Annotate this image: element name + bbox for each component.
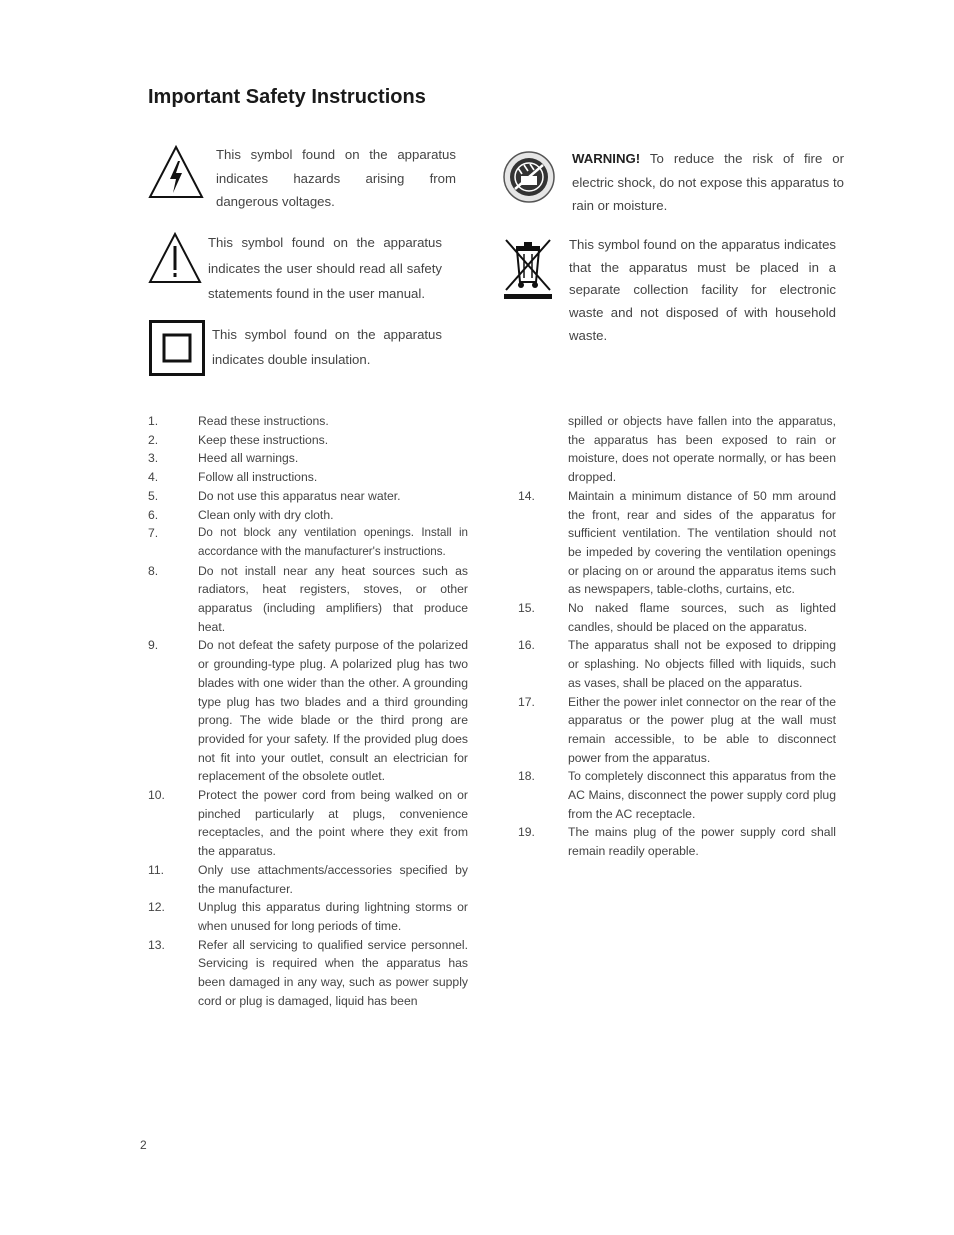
list-item: 11. Only use attachments/accessories specified by the manufacturer. — [148, 862, 468, 896]
list-item: 18. To completely disconnect this apparatus from the AC Mains, disconnect the power supply cord plug from the AC receptacle. — [518, 769, 836, 821]
page-title: Important Safety Instructions — [148, 86, 426, 108]
no-rain-icon — [502, 150, 556, 204]
warning-body: To reduce the risk of fire or electric shock, do not expose this apparatus to rain or moisture. — [572, 151, 844, 213]
list-item: 16. The apparatus shall not be exposed to dripping or splashing. No objects filled with liquids, such as vases, shall be placed on the apparatus. — [518, 638, 836, 690]
exclamation-triangle-icon — [148, 232, 202, 284]
list-item: 10. Protect the power cord from being walked on or pinched particularly at plugs, convenience receptacles, and the point where they exit from the apparatus. — [148, 788, 468, 859]
list-item: 3. Heed all warnings. — [148, 451, 299, 466]
list-item: 12. Unplug this apparatus during lightning storms or when unused for long periods of time. — [148, 900, 468, 933]
page-number: 2 — [140, 1138, 147, 1152]
list-item: 8. Do not install near any heat sources such as radiators, heat registers, stoves, or other apparatus (including amplifiers) that produce heat. — [148, 563, 468, 634]
lightning-triangle-icon — [148, 145, 204, 199]
list-item: 14. Maintain a minimum distance of 50 mm around the front, rear and sides of the apparatus for sufficient ventilation. The ventilation should not be impeded by covering the ventilation openings or placing on or around the apparatus items such as newspapers, table-cloths, curtains, etc. — [518, 488, 836, 597]
list-item-continuation: spilled or objects have fallen into the apparatus, the apparatus has been exposed to rain or moisture, does not operate normally, or has been dropped. — [568, 414, 836, 485]
insulation-symbol-text: This symbol found on the apparatus indicates double insulation. — [212, 327, 442, 367]
weee-symbol-text: This symbol found on the apparatus indicates that the apparatus must be placed in a separate collection facility for electronic waste and not disposed of with household waste. — [569, 237, 836, 343]
double-square-icon — [149, 320, 205, 376]
list-item: 19. The mains plug of the power supply cord shall remain readily operable. — [518, 825, 836, 859]
read-symbol-text: This symbol found on the apparatus indicates the user should read all safety statements found in the user manual. — [208, 235, 442, 301]
instructions-left-column — [148, 412, 468, 1011]
list-item: 4. Follow all instructions. — [148, 470, 318, 485]
crossed-bin-icon — [502, 238, 554, 300]
warning-text — [572, 147, 844, 218]
warning-label: WARNING! — [572, 151, 641, 166]
instructions-right-column — [518, 412, 836, 861]
list-item: 7. Do not block any ventilation openings. Install in accordance with the manufacturer's instructions. — [148, 526, 468, 558]
list-item: 15. No naked flame sources, such as lighted candles, should be placed on the apparatus. — [518, 601, 836, 634]
list-item: 2. Keep these instructions. — [148, 432, 329, 447]
voltage-symbol-text: This symbol found on the apparatus indicates hazards arising from dangerous voltages. — [216, 147, 456, 209]
list-item: 1. Read these instructions. — [148, 414, 329, 428]
list-item: 6. Clean only with dry cloth. — [148, 507, 334, 522]
list-item: 17. Either the power inlet connector on the rear of the apparatus or the power plug at the wall must remain accessible, to be able to disconnect power from the apparatus. — [518, 694, 836, 765]
list-item: 9. Do not defeat the safety purpose of the polarized or grounding-type plug. A polarized plug has two blades with one wider than the other. A grounding type plug has two blades and a third grounding prong. The wide blade or the third prong are provided for your safety. If the provided plug does not fit into your outlet, consult an electrician for replacement of the obsolete outlet. — [148, 638, 468, 784]
list-item: 5. Do not use this apparatus near water. — [148, 488, 401, 503]
list-item: 13. Refer all servicing to qualified service personnel. Servicing is required when the apparatus has been damaged in any way, such as power supply cord or plug is damaged, liquid has been — [148, 937, 468, 1008]
